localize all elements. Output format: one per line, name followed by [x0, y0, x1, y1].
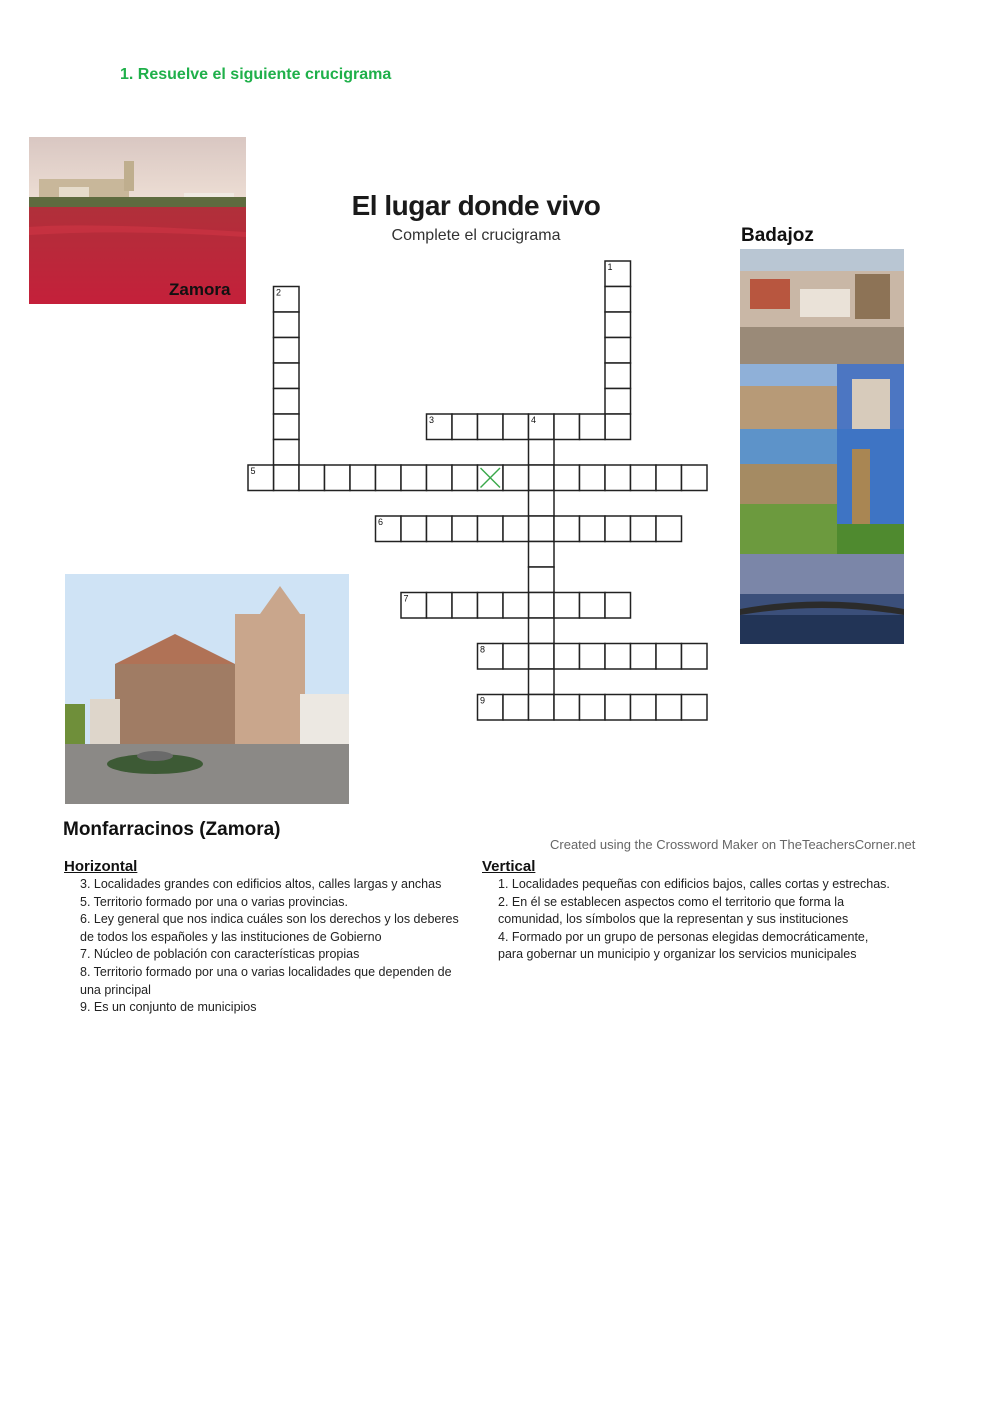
crossword-cell[interactable] [656, 695, 682, 721]
crossword-cell[interactable] [580, 644, 606, 670]
clue-h6: 6. Ley general que nos indica cuáles son los derechos y los deberes de todos los españoles y las instituciones de Gobierno [80, 912, 459, 944]
crossword-cell[interactable] [605, 287, 631, 313]
crossword-cell[interactable] [605, 644, 631, 670]
crossword-cell[interactable] [554, 516, 580, 542]
crossword-cell[interactable] [529, 669, 555, 695]
crossword-cell[interactable] [580, 465, 606, 491]
clue-v4: 4. Formado por un grupo de personas elegidas democráticamente, para gobernar un municipio y organizar los servicios municipales [498, 929, 869, 962]
crossword-cell[interactable] [299, 465, 325, 491]
clue-h3: 3. Localidades grandes con edificios altos, calles largas y anchas [80, 877, 442, 891]
crossword-cell[interactable] [529, 440, 555, 466]
crossword-cell[interactable] [503, 593, 529, 619]
clues-horizontal [64, 858, 468, 1017]
clue-h5: 5. Territorio formado por una o varias provincias. [80, 894, 348, 909]
crossword-cell[interactable] [605, 695, 631, 721]
clue-h9: 9. Es un conjunto de municipios [80, 1000, 257, 1015]
crossword-cell[interactable] [401, 465, 427, 491]
crossword-cell[interactable] [503, 516, 529, 542]
crossword-cell[interactable] [529, 593, 555, 619]
horizontal-heading: Horizontal [64, 858, 138, 875]
crossword-cell[interactable] [478, 414, 504, 440]
crossword-cell[interactable] [631, 465, 657, 491]
crossword-cell[interactable] [529, 491, 555, 517]
crossword-cell[interactable] [529, 516, 555, 542]
crossword-cell[interactable] [274, 465, 300, 491]
crossword-cell[interactable] [605, 593, 631, 619]
crossword-cell[interactable] [427, 465, 453, 491]
clue-v1: 1. Localidades pequeñas con edificios bajos, calles cortas y estrechas. [498, 877, 890, 891]
crossword-cell[interactable] [529, 567, 555, 593]
crossword-cell[interactable] [503, 695, 529, 721]
crossword-cell[interactable] [631, 695, 657, 721]
crossword-cell[interactable] [274, 440, 300, 466]
crossword-cell[interactable] [605, 363, 631, 389]
crossword-cell[interactable] [529, 618, 555, 644]
crossword-cell[interactable] [580, 593, 606, 619]
monfarracinos-label: Monfarracinos (Zamora) [63, 819, 281, 840]
crossword-cell[interactable] [554, 644, 580, 670]
crossword-cell[interactable] [529, 542, 555, 568]
crossword-subtitle: Complete el crucigrama [391, 227, 561, 244]
crossword-cell[interactable] [554, 414, 580, 440]
crossword-cell[interactable] [605, 312, 631, 338]
crossword-cell[interactable] [605, 516, 631, 542]
clues-vertical [482, 858, 892, 964]
crossword-cell[interactable] [376, 465, 402, 491]
crossword-cell[interactable] [427, 516, 453, 542]
crossword-cell[interactable] [478, 516, 504, 542]
crossword-cell[interactable] [631, 516, 657, 542]
crossword-cell[interactable] [580, 516, 606, 542]
crossword-cell[interactable] [682, 465, 708, 491]
crossword-cell[interactable] [274, 363, 300, 389]
crossword-cell[interactable] [656, 516, 682, 542]
crossword-cell[interactable] [580, 695, 606, 721]
crossword-cell[interactable] [503, 644, 529, 670]
zamora-label: Zamora [169, 280, 231, 299]
crossword-cell[interactable] [529, 644, 555, 670]
crossword-cell[interactable] [605, 338, 631, 364]
clue-h8: 8. Territorio formado por una o varias localidades que dependen de una principal [80, 964, 452, 997]
crossword-cell[interactable] [554, 593, 580, 619]
crossword-cell[interactable] [503, 414, 529, 440]
crossword-title: El lugar donde vivo [351, 190, 601, 221]
crossword-cell[interactable] [350, 465, 376, 491]
vertical-heading: Vertical [482, 858, 536, 875]
crossword-cell[interactable] [478, 593, 504, 619]
crossword-cell[interactable] [656, 465, 682, 491]
clue-number-9: 9 [480, 695, 486, 706]
crossword-cell[interactable] [682, 644, 708, 670]
instruction: 1. Resuelve el siguiente crucigrama [120, 66, 392, 83]
clue-number-3: 3 [429, 415, 435, 425]
crossword-cell[interactable] [605, 389, 631, 415]
crossword-cell[interactable] [274, 312, 300, 338]
clue-number-1: 1 [607, 262, 613, 272]
clue-v2: 2. En él se establecen aspectos como el territorio que forma la comunidad, los símbolos que la representan y sus instituciones [498, 894, 849, 927]
crossword-cell[interactable] [554, 465, 580, 491]
crossword-cell[interactable] [529, 695, 555, 721]
crossword-cell[interactable] [274, 389, 300, 415]
crossword-cell[interactable] [529, 465, 555, 491]
crossword-cell[interactable] [452, 414, 478, 440]
crossword-cell[interactable] [427, 593, 453, 619]
clue-number-5: 5 [250, 466, 256, 476]
crossword-cell[interactable] [503, 465, 529, 491]
crossword-cell[interactable] [682, 695, 708, 721]
crossword-cell[interactable] [554, 695, 580, 721]
crossword-cell[interactable] [452, 465, 478, 491]
crossword-cell[interactable] [580, 414, 606, 440]
clue-number-6: 6 [378, 517, 384, 527]
crossword-cell[interactable] [605, 465, 631, 491]
crossword-cell[interactable] [452, 516, 478, 542]
crossword-cell[interactable] [274, 338, 300, 364]
clue-h7: 7. Núcleo de población con características propias [80, 947, 360, 962]
crossword-cell[interactable] [452, 593, 478, 619]
clue-number-8: 8 [480, 644, 486, 655]
crossword-credit: Created using the Crossword Maker on TheTeachersCorner.net [550, 837, 916, 852]
crossword-cell[interactable] [656, 644, 682, 670]
crossword-cell[interactable] [325, 465, 351, 491]
clue-number-2: 2 [276, 287, 282, 298]
crossword-cell[interactable] [605, 414, 631, 440]
badajoz-label: Badajoz [741, 225, 814, 246]
crossword-cell[interactable] [631, 644, 657, 670]
crossword-cell[interactable] [274, 414, 300, 440]
crossword-cell[interactable] [401, 516, 427, 542]
clue-number-7: 7 [403, 593, 409, 604]
clue-number-4: 4 [531, 415, 537, 425]
